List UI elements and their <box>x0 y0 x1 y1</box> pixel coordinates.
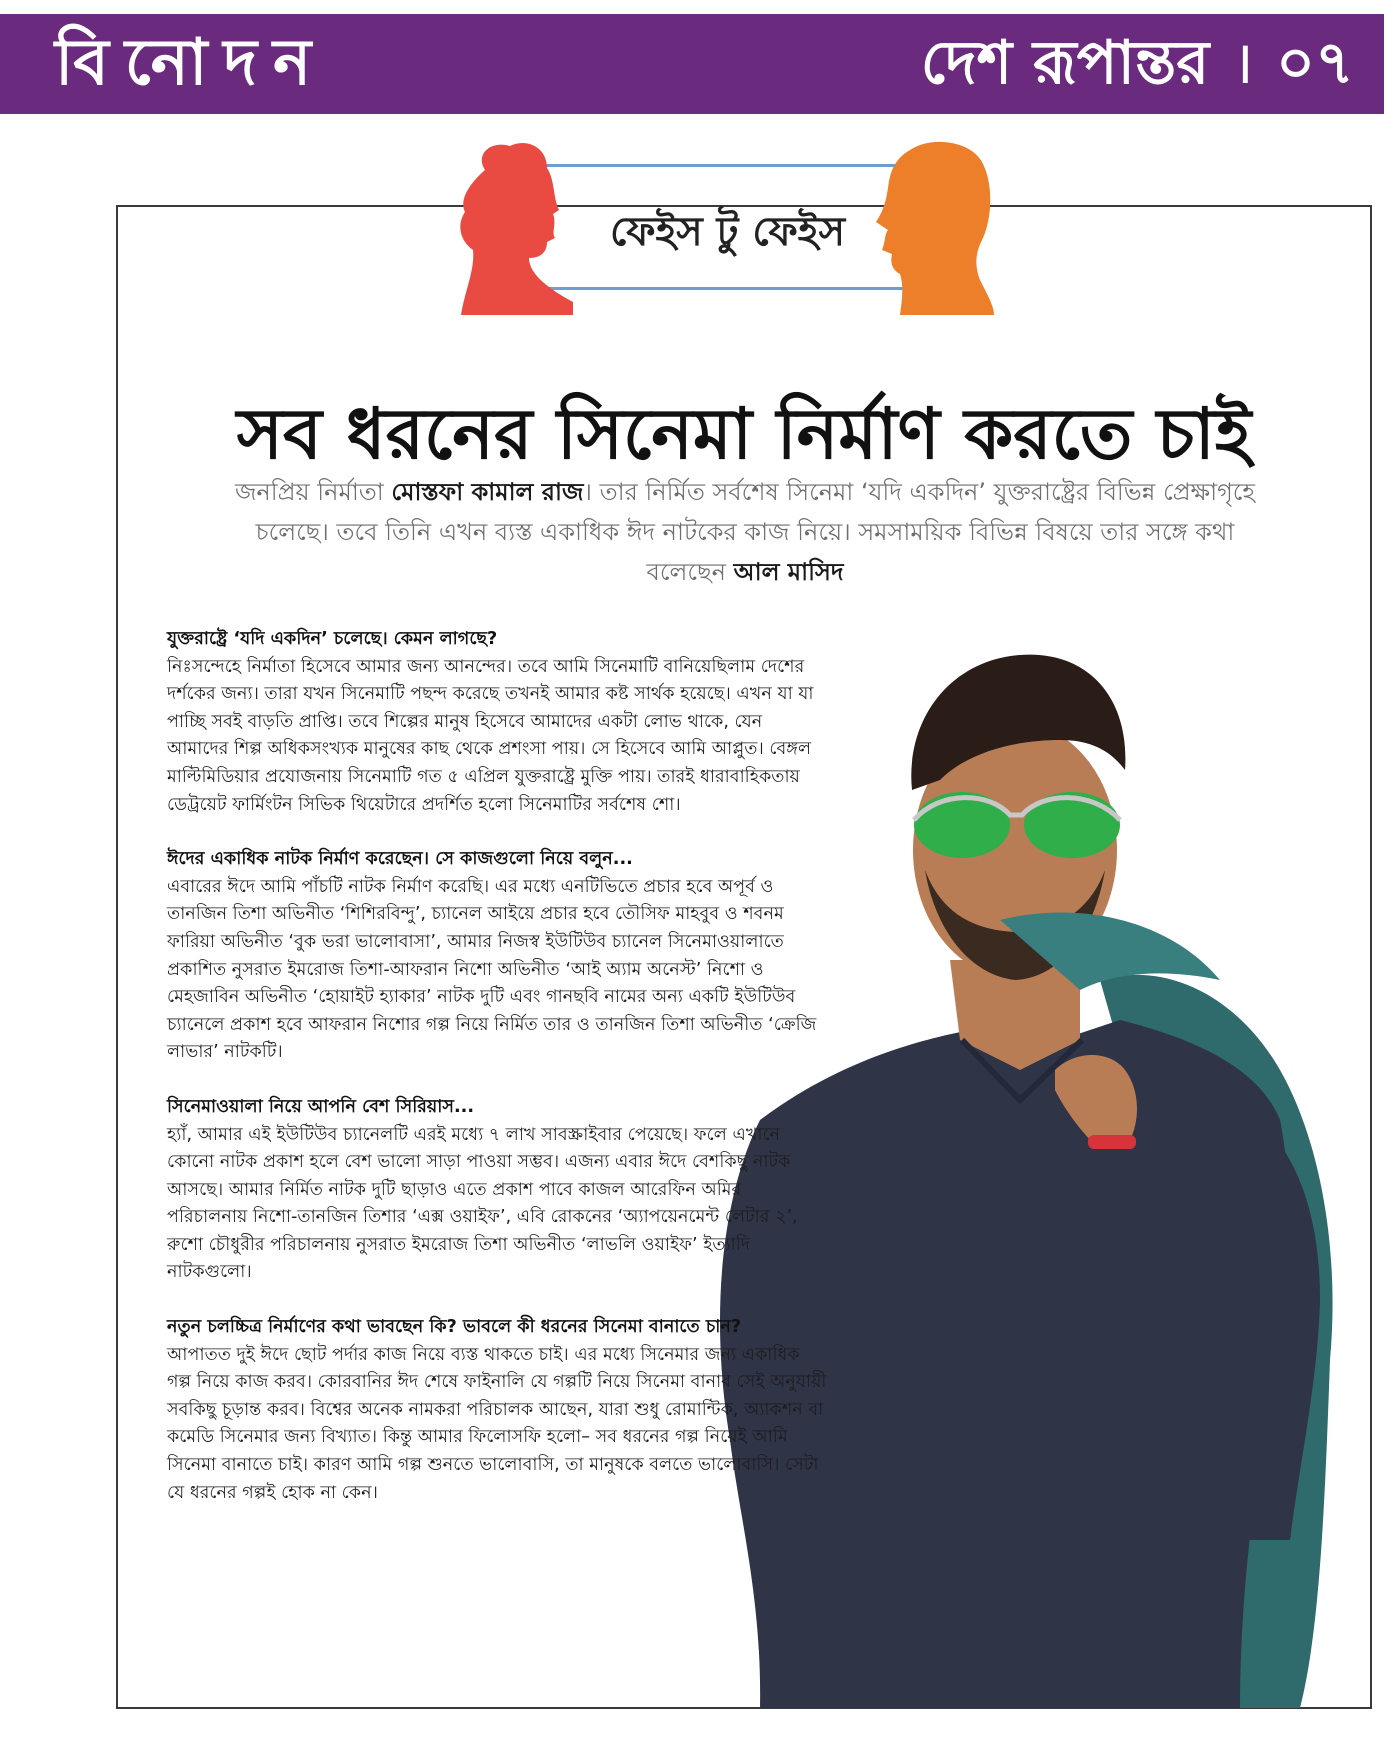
question: যুক্তরাষ্ট্রে ‘যদি একদিন’ চলেছে। কেমন লাগছে? <box>167 629 498 649</box>
qa-block <box>167 846 827 1067</box>
section-name: বিনোদন <box>55 26 328 100</box>
intro-text-part1: জনপ্রিয় নির্মাতা <box>234 478 392 506</box>
qa-block <box>167 1314 827 1507</box>
headline: সব ধরনের সিনেমা নির্মাণ করতে চাই <box>236 392 1252 475</box>
intro-paragraph <box>215 472 1275 592</box>
subject-name: মোস্তফা কামাল রাজ <box>391 478 584 506</box>
badge-label: ফেইস টু ফেইস <box>609 209 846 255</box>
answer: আপাতত দুই ঈদে ছোট পর্দার কাজ নিয়ে ব্যস্ত থাকতে চাই। এর মধ্যে সিনেমার জন্য একাধিক গল্প নিয়ে কাজ করব। কোরবানির ঈদ শেষে ফাইনালি যে গল্পটি নিয়ে সিনেমা বানাব সেই অনুযায়ী সবকিছু চূড়ান্ত করব। বিশ্বের অনেক নামকরা পরিচালক আছেন, যারা শুধু রোমান্টিক, অ্যাকশন বা কমেডি সিনেমার জন্য বিখ্যাত। কিন্তু আমার ফিলোসফি হলো– সব ধরনের গল্প নিয়েই আমি সিনেমা বানাতে চাই। কারণ আমি গল্প শুনতে ভালোবাসি, তা মানুষকে বলতে ভালোবাসি। সেটা যে ধরনের গল্পই হোক না কেন। <box>167 1344 827 1503</box>
page-number: ০৭ <box>1275 28 1354 98</box>
interview-column <box>167 626 827 1534</box>
answer: নিঃসন্দেহে নির্মাতা হিসেবে আমার জন্য আনন্দের। তবে আমি সিনেমাটি বানিয়েছিলাম দেশের দর্শকের জন্য। তারা যখন সিনেমাটি পছন্দ করেছে তখনই আমার কষ্ট সার্থক হয়েছে। এখন যা যা পাচ্ছি সবই বাড়তি প্রাপ্তি। তবে শিল্পের মানুষ হিসেবে আমাদের একটা লোভ থাকে, যেন আমাদের শিল্প অধিকসংখ্যক মানুষের কাছ থেকে প্রশংসা পায়। সে হিসেবে আমি আপ্লুত। বেঙ্গল মাল্টিমিডিয়ার প্রযোজনায় সিনেমাটি গত ৫ এপ্রিল যুক্তরাষ্ট্রে মুক্তি পায়। তারই ধারাবাহিকতায় ডেট্রয়েট ফার্মিংটন সিভিক থিয়েটারে প্রদর্শিত হলো সিনেমাটির সর্বশেষ শো। <box>167 656 814 815</box>
intro-text-part2: । তার নির্মিত সর্বশেষ সিনেমা ‘যদি একদিন’ যুক্তরাষ্ট্রের বিভিন্ন প্রেক্ষাগৃহে চলেছে। তবে তিনি এখন ব্যস্ত একাধিক ঈদ নাটকের কাজ নিয়ে। সমসাময়িক বিভিন্ন বিষয়ে তার সঙ্গে কথা বলেছেন <box>255 478 1256 586</box>
reporter-name: আল মাসিদ <box>733 558 844 586</box>
question: নতুন চলচ্চিত্র নির্মাণের কথা ভাবছেন কি? ভাবলে কী ধরনের সিনেমা বানাতে চান? <box>167 1317 742 1338</box>
qa-block <box>167 1094 827 1287</box>
answer: এবারের ঈদে আমি পাঁচটি নাটক নির্মাণ করেছি। এর মধ্যে এনটিভিতে প্রচার হবে অপূর্ব ও তানজিন তিশা অভিনীত ‘শিশিরবিন্দু’, চ্যানেল আইয়ে প্রচার হবে তৌসিফ মাহবুব ও শবনম ফারিয়া অভিনীত ‘বুক ভরা ভালোবাসা’, আমার নিজস্ব ইউটিউব চ্যানেল সিনেমাওয়ালাতে প্রকাশিত নুসরাত ইমরোজ তিশা-আফরান নিশো অভিনীত ‘আই অ্যাম অনেস্ট’ নিশো ও মেহজাবিন অভিনীত ‘হোয়াইট হ্যাকার’ নাটক দুটি এবং গানছবি নামের অন্য একটি ইউটিউব চ্যানেলে প্রকাশ হবে আফরান নিশোর গল্প নিয়ে নির্মিত তার ও তানজিন তিশা অভিনীত ‘ক্রেজি লাভার’ নাটকটি। <box>167 876 817 1063</box>
question: সিনেমাওয়ালা নিয়ে আপনি বেশ সিরিয়াস... <box>167 1096 475 1117</box>
newspaper-name: দেশ রূপান্তর <box>920 28 1210 98</box>
question: ঈদের একাধিক নাটক নির্মাণ করেছেন। সে কাজগুলো নিয়ে বলুন... <box>167 849 633 870</box>
answer: হ্যাঁ, আমার এই ইউটিউব চ্যানেলটি এরই মধ্যে ৭ লাখ সাবস্ক্রাইবার পেয়েছে। ফলে এখানে কোনো নাটক প্রকাশ হলে বেশ ভালো সাড়া পাওয়া সম্ভব। এজন্য এবার ঈদে বেশকিছু নাটক আসছে। আমার নির্মিত নাটক দুটি ছাড়াও এতে প্রকাশ পাবে কাজল আরেফিন অমির পরিচালনায় নিশো-তানজিন তিশার ‘এক্স ওয়াইফ’, এবি রোকনের ‘অ্যাপয়েনমেন্ট লেটার ২’, রুশো চৌধুরীর পরিচালনায় নুসরাত ইমরোজ তিশা অভিনীত ‘লাভলি ওয়াইফ’ ইত্যাদি নাটকগুলো। <box>167 1124 798 1283</box>
face-to-face-badge <box>455 140 1000 315</box>
separator: । <box>1231 28 1254 98</box>
qa-block <box>167 626 827 819</box>
newspaper-name-and-page <box>921 18 1354 108</box>
masthead <box>0 14 1384 114</box>
badge-bottom-line <box>535 287 925 290</box>
badge-top-line <box>535 164 925 167</box>
